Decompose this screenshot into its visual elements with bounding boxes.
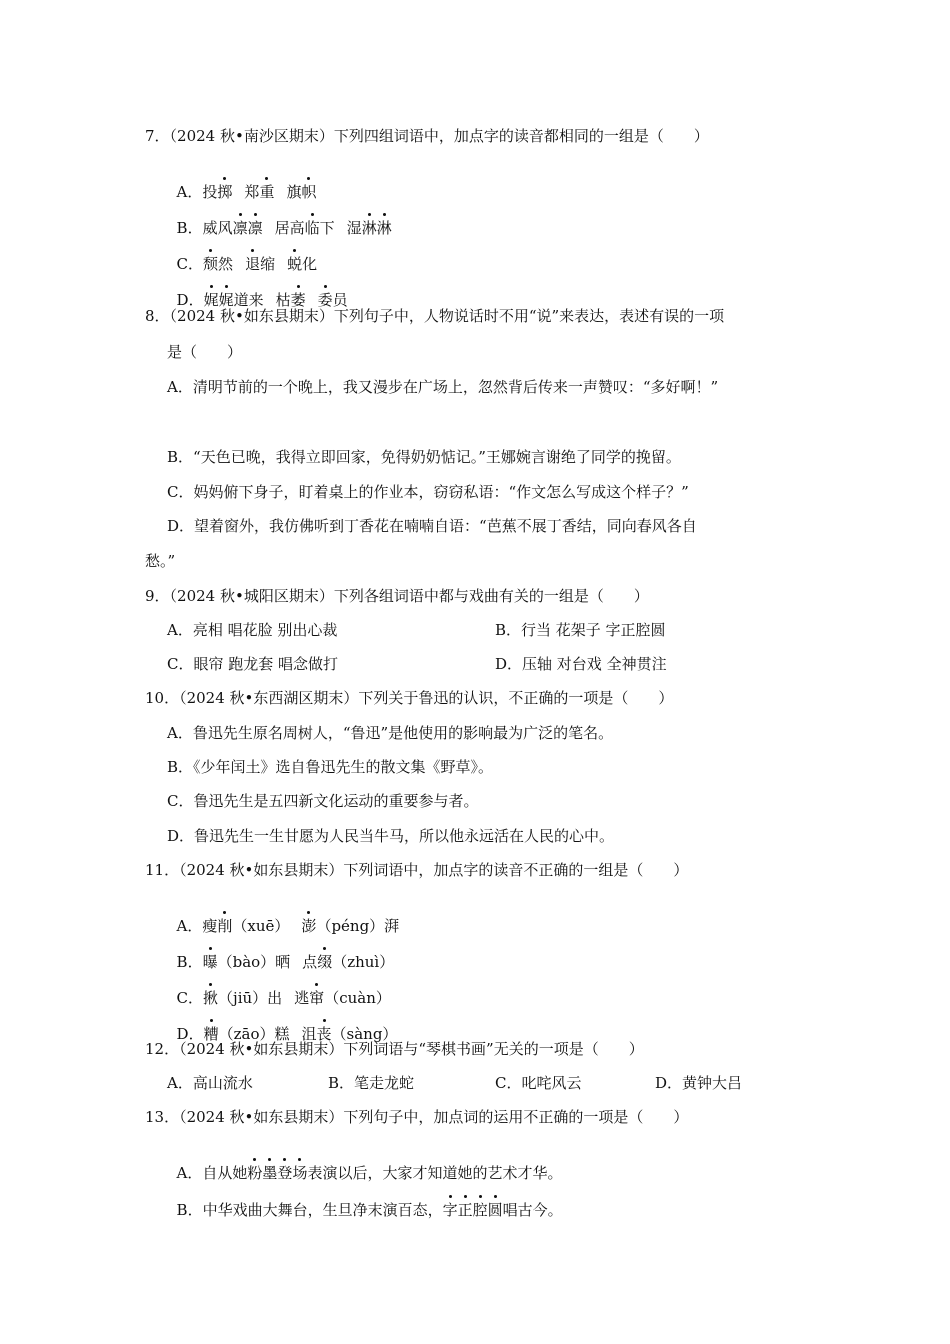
dotted-char: 娓 (218, 291, 234, 309)
option-label: C． (176, 989, 204, 1007)
question-8-option-c[interactable]: C．妈妈俯下身子，盯着桌上的作业本，窃窃私语：“作文怎么写成这个样子？” (167, 483, 689, 501)
dotted-char: 退 (245, 255, 261, 273)
question-11-option-d[interactable]: D．糟（zāo）糕 沮丧（sàng） (176, 1025, 398, 1043)
dotted-char: 凛 (232, 219, 248, 237)
dotted-char: 揪 (203, 989, 219, 1007)
option-label: B． (176, 953, 203, 971)
question-12-option-b[interactable]: B．笔走龙蛇 (328, 1074, 415, 1092)
pinyin: （bào）晒 (217, 953, 291, 971)
dotted-char: 重 (259, 183, 275, 201)
question-9-option-d[interactable]: D．压轴 对台戏 全神贯注 (495, 655, 667, 673)
question-9-option-a[interactable]: A．亮相 唱花脸 别出心裁 (167, 621, 338, 639)
dotted-char: 墨 (262, 1164, 278, 1182)
option-label: D． (176, 1025, 204, 1043)
question-12-option-d[interactable]: D．黄钟大吕 (655, 1074, 743, 1092)
option-label: C． (176, 255, 204, 273)
question-8-option-d[interactable]: D．望着窗外，我仿佛听到丁香花在喃喃自语：“芭蕉不展丁香结，同向春风各自 (167, 517, 697, 535)
question-12-option-a[interactable]: A．高山流水 (167, 1074, 253, 1092)
dotted-char: 丧 (316, 1025, 332, 1043)
dotted-char: 腔 (472, 1201, 488, 1219)
dotted-char: 临 (304, 219, 320, 237)
option-label: A． (176, 917, 203, 935)
question-11-option-c[interactable]: C．揪（jiū）出 逃窜（cuàn） (176, 989, 391, 1007)
pinyin: （sàng） (331, 1025, 398, 1043)
question-12-stem: 12．（2024 秋•如东县期末）下列词语与“琴棋书画”无关的一项是（ ） (145, 1040, 644, 1058)
dotted-char: 登 (277, 1164, 293, 1182)
dotted-char: 淋 (376, 219, 392, 237)
dotted-char: 窜 (309, 989, 325, 1007)
question-10-option-d[interactable]: D．鲁迅先生一生甘愿为人民当牛马，所以他永远活在人民的心中。 (167, 827, 615, 845)
dotted-char: 正 (457, 1201, 473, 1219)
question-8-option-a[interactable]: A．清明节前的一个晚上，我又漫步在广场上，忽然背后传来一声赞叹：“多好啊！” (167, 378, 719, 396)
question-9-option-c[interactable]: C．眼帘 跑龙套 唱念做打 (167, 655, 339, 673)
question-9-option-b[interactable]: B．行当 花架子 字正腔圆 (495, 621, 666, 639)
question-9-stem: 9．（2024 秋•城阳区期末）下列各组词语中都与戏曲有关的一组是（ ） (145, 587, 649, 605)
question-11-option-a[interactable]: A．瘦削（xuē） 澎（péng）湃 (176, 917, 400, 935)
option-label: D． (176, 291, 204, 309)
dotted-char: 颓 (203, 255, 219, 273)
question-13-stem: 13．（2024 秋•如东县期末）下列句子中，加点词的运用不正确的一项是（ ） (145, 1108, 689, 1126)
dotted-char: 圆 (487, 1201, 503, 1219)
question-8-option-d-continued: 愁。” (145, 552, 176, 570)
dotted-char: 淋 (361, 219, 377, 237)
dotted-char: 掷 (217, 183, 233, 201)
question-10-option-c[interactable]: C．鲁迅先生是五四新文化运动的重要参与者。 (167, 792, 479, 810)
dotted-char: 萎 (290, 291, 306, 309)
pinyin: （zhuì） (332, 953, 395, 971)
option-label: B． (176, 219, 203, 237)
pinyin: （zāo）糕 (218, 1025, 290, 1043)
dotted-char: 委 (317, 291, 333, 309)
question-12-option-c[interactable]: C．叱咤风云 (495, 1074, 582, 1092)
pinyin: （péng）湃 (316, 917, 400, 935)
question-11-stem: 11．（2024 秋•如东县期末）下列词语中，加点字的读音不正确的一组是（ ） (145, 861, 689, 879)
question-7-stem: 7．（2024 秋•南沙区期末）下列四组词语中，加点字的读音都相同的一组是（ ） (145, 127, 709, 145)
dotted-char: 糟 (203, 1025, 219, 1043)
question-13-option-a[interactable]: A．自从她粉墨登场表演以后，大家才知道她的艺术才华。 (176, 1164, 563, 1182)
question-10-option-b[interactable]: B．《少年闰土》选自鲁迅先生的散文集《野草》。 (167, 758, 494, 776)
question-8-stem-continued: 是（ ） (167, 343, 243, 361)
question-8-stem: 8．（2024 秋•如东县期末）下列句子中，人物说话时不用“说”来表达，表述有误的一项 (145, 307, 725, 325)
option-label: A． (176, 183, 203, 201)
question-13-option-b[interactable]: B．中华戏曲大舞台，生旦净末演百态，字正腔圆唱古今。 (176, 1201, 563, 1219)
pinyin: （xuē） (232, 917, 290, 935)
pinyin: （cuàn） (324, 989, 391, 1007)
dotted-char: 蜕 (287, 255, 303, 273)
question-7-option-d[interactable]: D．娓娓道来 枯萎 委员 (176, 291, 348, 309)
question-7-option-c[interactable]: C．颓然 退缩 蜕化 (176, 255, 318, 273)
question-7-option-a[interactable]: A．投掷 郑重 旗帜 (176, 183, 317, 201)
dotted-char: 削 (217, 917, 233, 935)
dotted-char: 场 (292, 1164, 308, 1182)
dotted-char: 凛 (247, 219, 263, 237)
dotted-char: 澎 (301, 917, 317, 935)
pinyin: （jiū）出 (218, 989, 283, 1007)
dotted-char: 帜 (301, 183, 317, 201)
dotted-char: 字 (442, 1201, 458, 1219)
question-10-stem: 10．（2024 秋•东西湖区期末）下列关于鲁迅的认识，不正确的一项是（ ） (145, 689, 674, 707)
dotted-char: 缀 (317, 953, 333, 971)
question-11-option-b[interactable]: B．曝（bào）晒 点缀（zhuì） (176, 953, 395, 971)
dotted-char: 娓 (203, 291, 219, 309)
question-10-option-a[interactable]: A．鲁迅先生原名周树人，“鲁迅”是他使用的影响最为广泛的笔名。 (167, 724, 614, 742)
dotted-char: 粉 (247, 1164, 263, 1182)
question-7-option-b[interactable]: B．威风凛凛 居高临下 湿淋淋 (176, 219, 392, 237)
question-8-option-b[interactable]: B．“天色已晚，我得立即回家，免得奶奶惦记。”王娜婉言谢绝了同学的挽留。 (167, 448, 681, 466)
dotted-char: 曝 (202, 953, 218, 971)
